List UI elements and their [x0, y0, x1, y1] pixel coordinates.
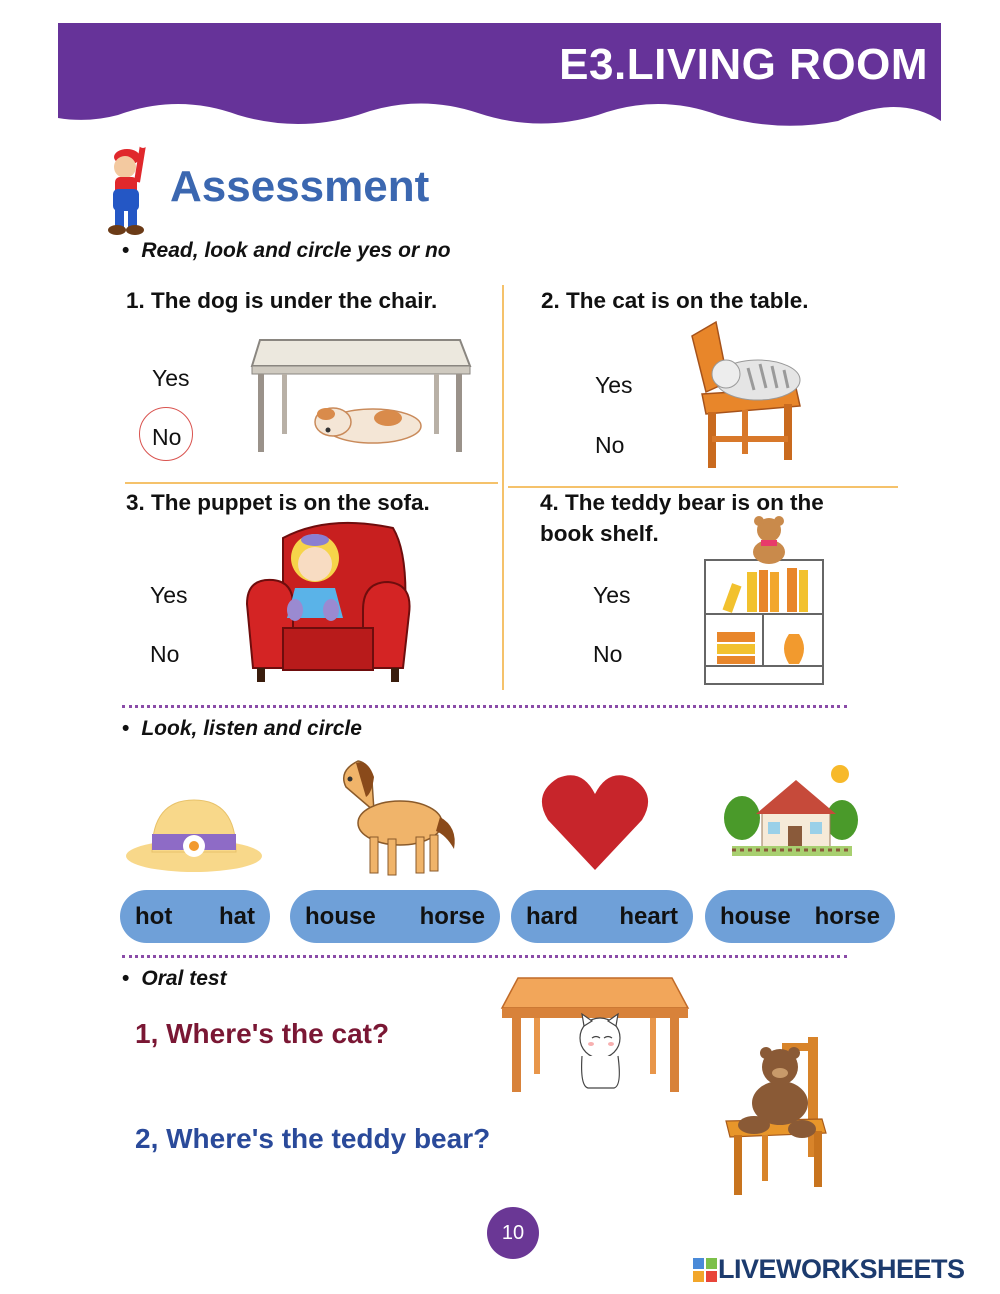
table-with-dog-image — [248, 336, 473, 456]
grid-divider-left — [125, 482, 498, 484]
horse-image — [328, 757, 463, 879]
hat-image — [124, 796, 264, 876]
page-number: 10 — [487, 1207, 539, 1259]
section-divider-2 — [122, 955, 847, 958]
chair-with-cat-image — [688, 318, 803, 470]
instruction-part2: • Look, listen and circle — [122, 717, 362, 740]
bookshelf-with-teddy-image — [703, 516, 827, 688]
choice-pill-4 — [705, 890, 895, 943]
section-divider-1 — [122, 705, 847, 708]
table-with-cat-image — [500, 974, 690, 1096]
sofa-with-puppet-image — [243, 518, 413, 686]
question-3-text: 3. The puppet is on the sofa. — [126, 490, 430, 515]
choice-horse-2[interactable]: horse — [814, 902, 880, 930]
oral-question-2: 2, Where's the teddy bear? — [135, 1123, 491, 1154]
answer-circle-mark — [139, 407, 193, 461]
mascot-character-image — [95, 137, 151, 237]
instruction-part3: • Oral test — [122, 967, 227, 990]
heart-image — [540, 772, 650, 872]
oral-question-1: 1, Where's the cat? — [135, 1018, 390, 1049]
q1-no-option[interactable]: No — [152, 424, 182, 450]
choice-hard[interactable]: hard — [526, 902, 579, 930]
q4-yes-option[interactable]: Yes — [593, 582, 631, 608]
q2-no-option[interactable]: No — [595, 432, 625, 458]
brand-logo — [692, 1254, 965, 1285]
choice-hot[interactable]: hot — [135, 902, 173, 930]
brand-text: LIVEWORKSHEETS — [718, 1254, 965, 1284]
brand-icon — [692, 1257, 718, 1283]
q3-no-option[interactable]: No — [150, 641, 180, 667]
choice-pill-3 — [511, 890, 693, 943]
q3-yes-option[interactable]: Yes — [150, 582, 188, 608]
choice-pill-1 — [120, 890, 270, 943]
question-2-text: 2. The cat is on the table. — [541, 288, 809, 313]
q1-yes-option[interactable]: Yes — [152, 365, 190, 391]
chair-with-teddy-image — [722, 1033, 837, 1198]
house-image — [724, 760, 859, 870]
choice-heart[interactable]: heart — [619, 902, 678, 930]
choice-hat[interactable]: hat — [219, 902, 255, 930]
instruction-part1: • Read, look and circle yes or no — [122, 239, 451, 262]
section-title: Assessment — [170, 162, 430, 211]
question-4-line1: 4. The teddy bear is on the — [540, 490, 824, 515]
choice-horse[interactable]: horse — [419, 902, 485, 930]
grid-divider-vertical — [502, 285, 504, 690]
choice-house[interactable]: house — [305, 902, 376, 930]
page-title: E3.LIVING ROOM — [559, 40, 928, 89]
q4-no-option[interactable]: No — [593, 641, 623, 667]
choice-house-2[interactable]: house — [720, 902, 791, 930]
choice-pill-2 — [290, 890, 500, 943]
q2-yes-option[interactable]: Yes — [595, 372, 633, 398]
question-4-line2: book shelf. — [540, 521, 659, 546]
question-1-text: 1. The dog is under the chair. — [126, 288, 438, 313]
